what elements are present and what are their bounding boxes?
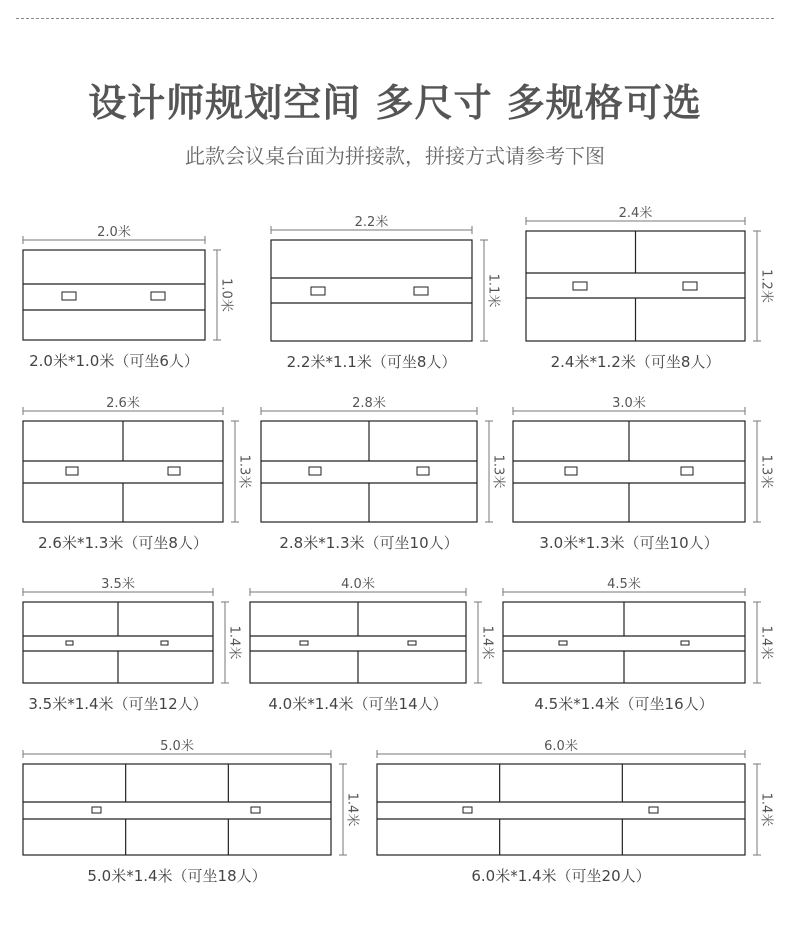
depth-label: 1.3米 [758,454,774,489]
socket-icon [309,467,321,475]
table-plan [250,576,496,713]
socket-icon [168,467,180,475]
size-caption: 4.0米*1.4米（可坐14人） [268,695,448,713]
table-plan [271,214,502,371]
socket-icon [62,292,76,300]
table-plan [526,205,775,371]
socket-icon [92,807,101,813]
depth-label: 1.4米 [758,625,774,660]
socket-icon [573,282,587,290]
socket-icon [649,807,658,813]
size-caption: 2.2米*1.1米（可坐8人） [286,353,457,371]
socket-icon [161,641,168,645]
socket-icon [559,641,567,645]
width-label: 3.5米 [101,577,135,592]
size-caption: 5.0米*1.4米（可坐18人） [87,867,267,885]
table-plan [503,576,775,713]
table-plan [23,576,243,713]
socket-icon [251,807,260,813]
table-top-outline [377,764,745,855]
width-label: 2.0米 [97,225,131,240]
socket-icon [681,467,693,475]
socket-icon [414,287,428,295]
depth-label: 1.4米 [226,625,242,660]
size-caption: 6.0米*1.4米（可坐20人） [471,867,651,885]
size-caption: 2.0米*1.0米（可坐6人） [29,352,199,370]
size-caption: 4.5米*1.4米（可坐16人） [534,695,714,713]
table-plan [261,395,507,552]
depth-label: 1.3米 [490,454,506,489]
socket-icon [151,292,165,300]
socket-icon [681,641,689,645]
socket-icon [417,467,429,475]
width-label: 2.4米 [618,206,653,221]
table-plan [23,224,235,370]
socket-icon [463,807,472,813]
table-top-outline [23,250,205,340]
page-subtitle: 此款会议桌台面为拼接款，拼接方式请参考下图 [185,144,605,168]
width-label: 6.0米 [544,739,578,754]
depth-label: 1.4米 [344,792,360,827]
depth-label: 1.4米 [758,792,774,827]
table-top-outline [271,240,472,341]
page-title: 设计师规划空间 多尺寸 多规格可选 [88,81,702,125]
size-caption: 3.0米*1.3米（可坐10人） [539,534,719,552]
table-top-outline [23,764,331,855]
width-label: 2.8米 [352,396,386,411]
depth-label: 1.4米 [479,625,495,660]
size-caption: 2.6米*1.3米（可坐8人） [38,534,208,552]
socket-icon [683,282,697,290]
socket-icon [408,641,416,645]
table-plan [513,395,775,552]
socket-icon [66,641,73,645]
width-label: 4.0米 [341,577,375,592]
socket-icon [311,287,325,295]
socket-icon [565,467,577,475]
depth-label: 1.1米 [485,273,501,308]
table-plan [23,738,361,885]
width-label: 2.6米 [106,396,140,411]
socket-icon [66,467,78,475]
width-label: 5.0米 [160,739,194,754]
depth-label: 1.0米 [218,278,234,312]
width-label: 4.5米 [607,577,641,592]
size-caption: 2.8米*1.3米（可坐10人） [279,534,459,552]
size-caption: 2.4米*1.2米（可坐8人） [550,353,721,371]
depth-label: 1.3米 [236,454,252,489]
width-label: 3.0米 [612,396,646,411]
width-label: 2.2米 [354,215,389,230]
table-plan [23,395,253,552]
table-plan [377,738,775,885]
socket-icon [300,641,308,645]
depth-label: 1.2米 [758,269,774,303]
size-caption: 3.5米*1.4米（可坐12人） [28,695,208,713]
